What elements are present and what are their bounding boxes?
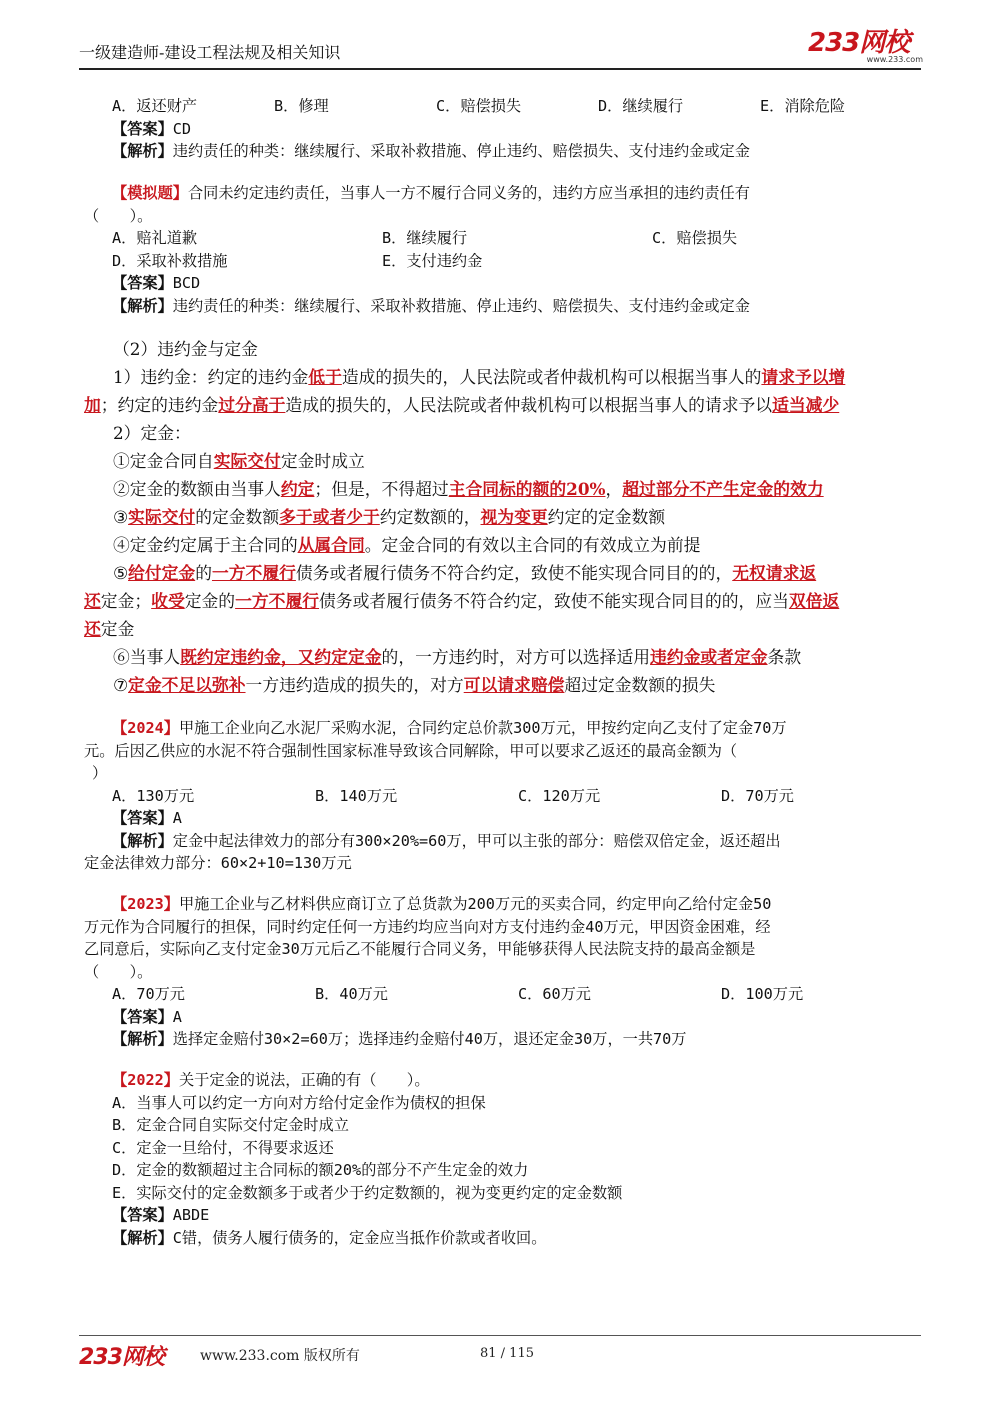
answer-label: 【答案】 <box>112 1206 173 1224</box>
analysis-text: 违约责任的种类：继续履行、采取补救措施、停止违约、赔偿损失、支付违约金或定金 <box>172 296 750 315</box>
analysis-label: 【解析】 <box>112 831 173 850</box>
option-d: D．100万元 <box>721 985 804 1003</box>
question-stem-cont: 万元作为合同履行的担保，同时约定任何一方违约均应当向对方支付违约金40万元，甲因资金困难，经 <box>84 917 771 936</box>
option-c: C．定金一旦给付，不得要求返还 <box>112 1138 334 1157</box>
deposit-item-5: ⑤给付定金的一方不履行债务或者履行债务不符合约定，致使不能实现合同目的的，无权请求返 <box>113 563 817 583</box>
option-a: A．赔礼道歉 <box>112 229 198 247</box>
question-stem: 甲施工企业向乙水泥厂采购水泥，合同约定总价款300万元，甲按约定向乙支付了定金70万 <box>178 719 787 737</box>
options-row <box>84 227 926 250</box>
option-c: C．120万元 <box>518 786 601 805</box>
deposit-item-3: ③实际交付的定金数额多于或者少于约定数额的，视为变更约定的定金数额 <box>113 507 666 527</box>
answer-label: 【答案】 <box>112 1007 173 1026</box>
deposit-heading: 2）定金： <box>113 423 191 443</box>
footer-logo[interactable]: 233网校 <box>79 1345 164 1370</box>
option-d: D．70万元 <box>721 786 794 805</box>
option-d: D．定金的数额超过主合同标的额20%的部分不产生定金的效力 <box>112 1161 529 1179</box>
options-row <box>84 785 926 808</box>
question-tag: 【2024】 <box>112 719 179 737</box>
footer-divider <box>79 1335 921 1336</box>
analysis-text: 定金中起法律效力的部分有300×20%=60万，甲可以主张的部分：赔偿双倍定金，返还超出 <box>172 831 781 850</box>
penalty-paragraph: 1）违约金：约定的违约金低于造成的损失的，人民法院或者仲裁机构可以根据当事人的请求予以增 <box>113 367 846 387</box>
header-divider <box>79 68 921 70</box>
analysis-label: 【解析】 <box>112 1030 173 1048</box>
question-stem: 合同未约定违约责任，当事人一方不履行合同义务的，违约方应当承担的违约责任有 <box>187 184 750 202</box>
answer-value: CD <box>172 119 192 138</box>
question-stem-cont: 元。后因乙供应的水泥不符合强制性国家标准导致该合同解除，甲可以要求乙返还的最高金额为（ <box>84 741 738 760</box>
option-e: E．实际交付的定金数额多于或者少于约定数额的，视为变更约定的定金数额 <box>112 1183 623 1202</box>
option-d: D．继续履行 <box>598 97 684 115</box>
question-stem-cont: （ ）。 <box>84 962 153 981</box>
answer-line <box>84 118 926 141</box>
section-heading: （2）违约金与定金 <box>113 339 258 359</box>
brand-logo[interactable] <box>808 28 923 68</box>
analysis-line <box>84 140 926 163</box>
option-b: B．定金合同自实际交付定金时成立 <box>112 1116 349 1134</box>
question-tag: 【2023】 <box>112 895 179 913</box>
page-number: 81 / 115 <box>480 1346 534 1361</box>
deposit-item-6: ⑥当事人既约定违约金，又约定定金的，一方违约时，对方可以选择适用违约金或者定金条款 <box>113 647 802 667</box>
question-tag: 【2022】 <box>112 1071 179 1089</box>
answer-label: 【答案】 <box>112 274 173 292</box>
analysis-label: 【解析】 <box>112 1228 173 1247</box>
question-block-2024 <box>84 717 926 875</box>
deposit-item-7: ⑦定金不足以弥补一方违约造成的损失的，对方可以请求赔偿超过定金数额的损失 <box>113 675 716 695</box>
question-stem-cont: （ ）。 <box>84 206 153 225</box>
deposit-item-1: ①定金合同自实际交付定金时成立 <box>113 451 365 471</box>
analysis-text-cont: 定金法律效力部分：60×2+10=130万元 <box>84 854 352 872</box>
option-e: E．支付违约金 <box>382 251 483 270</box>
question-block-2022 <box>84 1069 926 1249</box>
deposit-item-5-cont2: 还定金 <box>84 619 135 639</box>
analysis-text: 选择定金赔付30×2=60万；选择违约金赔付40万，退还定金30万，一共70万 <box>172 1030 687 1048</box>
analysis-label: 【解析】 <box>112 142 173 160</box>
logo-text: 233网校 <box>808 28 910 58</box>
logo-url: www.233.com <box>866 55 923 64</box>
analysis-text: 违约责任的种类：继续履行、采取补救措施、停止违约、赔偿损失、支付违约金或定金 <box>172 142 750 160</box>
answer-value: ABDE <box>172 1206 210 1224</box>
knowledge-section <box>84 335 926 699</box>
analysis-text: C错，债务人履行债务的，定金应当抵作价款或者收回。 <box>172 1228 547 1247</box>
question-stem: 甲施工企业与乙材料供应商订立了总货款为200万元的买卖合同，约定甲向乙给付定金50 <box>178 895 772 913</box>
option-c: C．赔偿损失 <box>436 97 522 115</box>
answer-label: 【答案】 <box>112 809 173 827</box>
page-header-title: 一级建造师-建设工程法规及相关知识 <box>79 43 341 62</box>
option-a: A．当事人可以约定一方向对方给付定金作为债权的担保 <box>112 1093 486 1112</box>
option-a: A．130万元 <box>112 786 195 805</box>
option-b: B．40万元 <box>315 985 388 1003</box>
answer-label: 【答案】 <box>112 119 173 138</box>
question-stem: 关于定金的说法，正确的有（ ）。 <box>178 1071 430 1089</box>
option-b: B．140万元 <box>315 786 398 805</box>
option-a: A．70万元 <box>112 985 185 1003</box>
option-b: B．继续履行 <box>382 229 468 247</box>
option-a: A．返还财产 <box>112 97 198 115</box>
answer-value: A <box>172 809 182 827</box>
option-c: C．赔偿损失 <box>652 229 738 247</box>
answer-value: A <box>172 1007 182 1026</box>
options-row <box>84 95 926 118</box>
penalty-paragraph-cont: 加；约定的违约金过分高于造成的损失的，人民法院或者仲裁机构可以根据当事人的请求予以适当减少 <box>84 395 840 415</box>
question-block-2023 <box>84 893 926 1051</box>
deposit-item-2: ②定金的数额由当事人约定；但是，不得超过主合同标的额的20%，超过部分不产生定金的效力 <box>113 479 824 499</box>
options-row <box>84 983 926 1006</box>
question-stem-cont: 乙同意后，实际向乙支付定金30万元后乙不能履行合同义务，甲能够获得人民法院支持的最高金额是 <box>84 940 756 958</box>
analysis-label: 【解析】 <box>112 296 173 315</box>
option-e: E．消除危险 <box>760 97 846 115</box>
question-stem-cont: ） <box>92 764 108 782</box>
answer-value: BCD <box>172 274 201 292</box>
footer-copyright: www.233.com 版权所有 <box>200 1348 360 1364</box>
question-block-1 <box>84 95 926 163</box>
question-block-2 <box>84 182 926 317</box>
option-d: D．采取补救措施 <box>112 251 228 270</box>
options-row <box>84 250 926 273</box>
deposit-item-5-cont: 还定金；收受定金的一方不履行债务或者履行债务不符合约定，致使不能实现合同目的的，应当双倍返 <box>84 591 840 611</box>
deposit-item-4: ④定金约定属于主合同的从属合同。定金合同的有效以主合同的有效成立为前提 <box>113 535 701 555</box>
question-tag: 【模拟题】 <box>112 184 188 202</box>
option-c: C．60万元 <box>518 985 591 1003</box>
option-b: B．修理 <box>274 97 329 115</box>
